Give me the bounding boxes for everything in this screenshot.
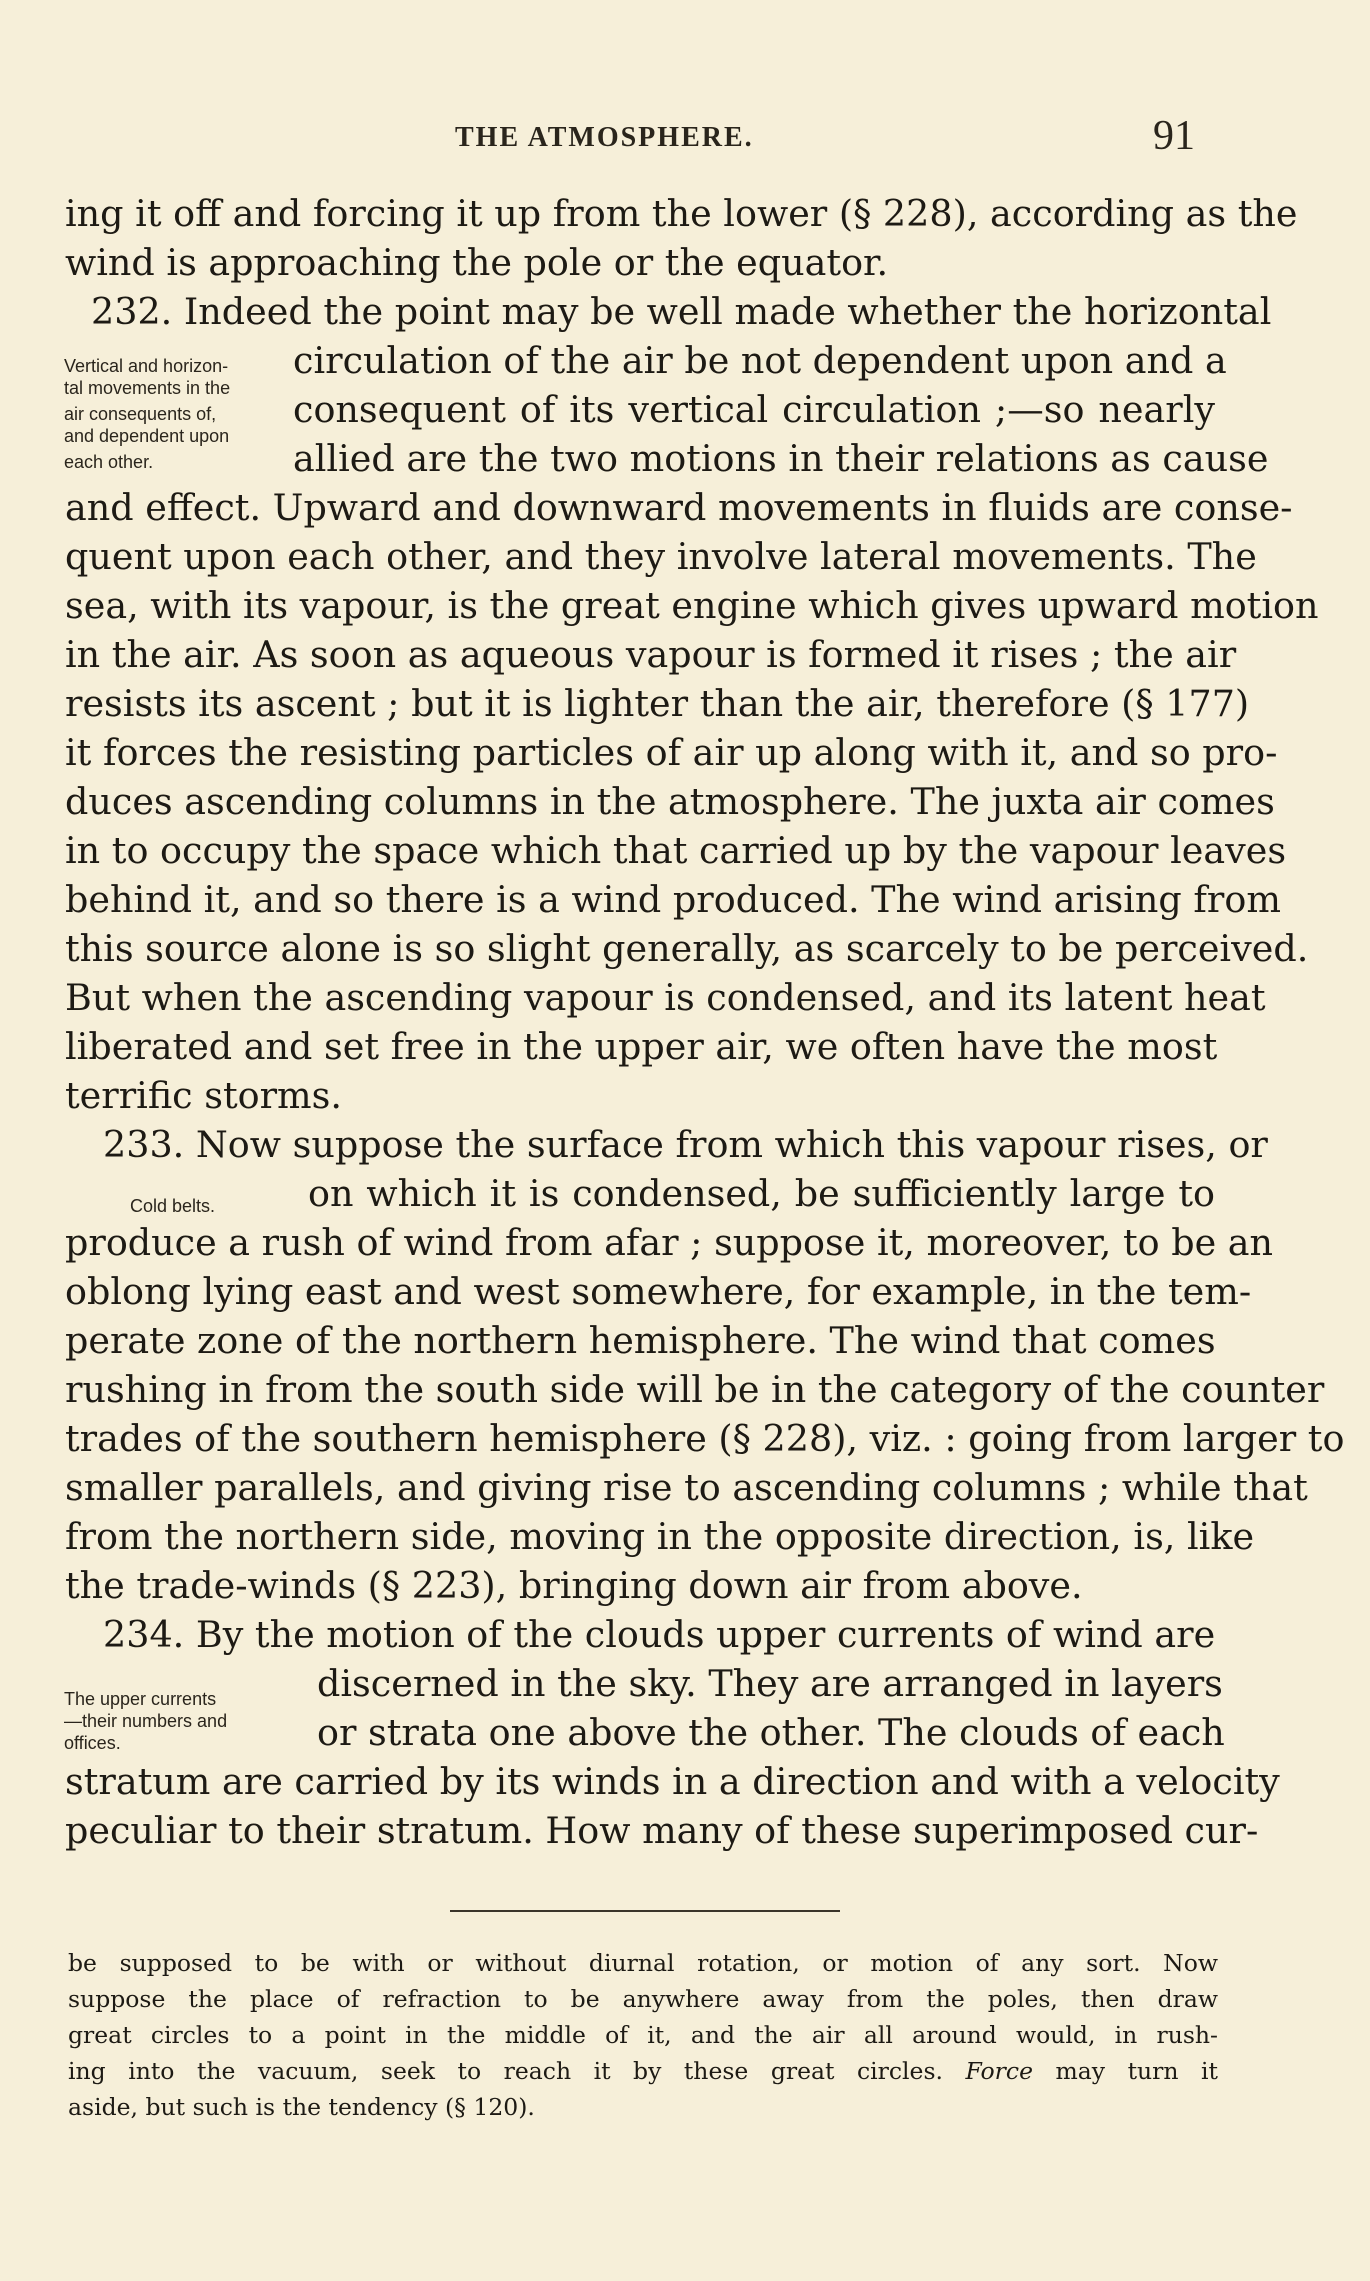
footnote-text: ing into the vacuum, seek to reach it by these great circles.: [68, 2057, 943, 2085]
text-line: or strata one above the other. The clouds of each: [317, 1711, 1225, 1754]
text-line: perate zone of the northern hemisphere. The wind that comes: [65, 1319, 1216, 1362]
sidenote-line: each other.: [64, 452, 154, 472]
text-line: on which it is condensed, be sufficiently large to: [308, 1172, 1215, 1215]
text-line: quent upon each other, and they involve lateral movements. The: [65, 535, 1257, 578]
text-line: 232. Indeed the point may be well made whether the horizontal: [91, 290, 1272, 333]
footnote-line: [68, 2053, 1218, 2089]
sidenote-line: and dependent upon: [64, 426, 230, 446]
text-line: consequent of its vertical circulation ;—so nearly: [293, 388, 1215, 431]
text-line: sea, with its vapour, is the great engine which gives upward motion: [65, 584, 1319, 627]
text-line: wind is approaching the pole or the equator.: [65, 241, 889, 284]
footnote-line: great circles to a point in the middle of it, and the air all around would, in rush-: [68, 2021, 1218, 2049]
text-line: in to occupy the space which that carried up by the vapour leaves: [65, 829, 1287, 872]
footnote-rule: [450, 1910, 840, 1912]
text-line: resists its ascent ; but it is lighter than the air, therefore (§ 177): [65, 682, 1250, 725]
sidenote-line: offices.: [64, 1733, 121, 1753]
sidenote-line: Cold belts.: [130, 1196, 216, 1216]
sidenote-line: tal movements in the: [64, 378, 231, 398]
page-number: 91: [1153, 113, 1195, 159]
text-line: trades of the southern hemisphere (§ 228), viz. : going from larger to: [65, 1417, 1345, 1460]
text-line: smaller parallels, and giving rise to ascending columns ; while that: [65, 1466, 1308, 1509]
text-line: behind it, and so there is a wind produced. The wind arising from: [65, 878, 1281, 921]
sidenote-cold-belts: [130, 1195, 215, 1217]
footnote-text: may turn it: [1033, 2057, 1218, 2085]
sidenote-upper-currents: [64, 1688, 227, 1754]
text-line: oblong lying east and west somewhere, for example, in the tem-: [65, 1270, 1252, 1313]
text-line: But when the ascending vapour is condensed, and its latent heat: [65, 976, 1266, 1019]
text-line: 233. Now suppose the surface from which this vapour rises, or: [103, 1123, 1268, 1166]
sidenote-line: —their numbers and: [64, 1711, 228, 1731]
footnote-italic: Force: [965, 2057, 1033, 2085]
sidenote-line: The upper currents: [64, 1689, 217, 1709]
text-line: allied are the two motions in their relations as cause: [293, 437, 1269, 480]
text-line: in the air. As soon as aqueous vapour is formed it rises ; the air: [65, 633, 1237, 676]
sidenote-line: Vertical and horizon-: [64, 356, 229, 376]
text-line: terrific storms.: [65, 1074, 342, 1117]
text-line: ing it off and forcing it up from the lower (§ 228), according as the: [65, 192, 1298, 235]
sidenote-line: air consequents of,: [64, 404, 217, 424]
text-line: peculiar to their stratum. How many of these superimposed cur-: [65, 1809, 1259, 1852]
text-line: from the northern side, moving in the opposite direction, is, like: [65, 1515, 1255, 1558]
text-line: stratum are carried by its winds in a direction and with a velocity: [65, 1760, 1280, 1803]
text-line: it forces the resisting particles of air up along with it, and so pro-: [65, 731, 1278, 774]
sidenote-vertical: [64, 355, 230, 473]
footnote-line: suppose the place of refraction to be anywhere away from the poles, then draw: [68, 1985, 1218, 2013]
text-line: liberated and set free in the upper air, we often have the most: [65, 1025, 1218, 1068]
text-line: duces ascending columns in the atmosphere. The juxta air comes: [65, 780, 1275, 823]
running-head: THE ATMOSPHERE.: [455, 122, 754, 153]
text-line: 234. By the motion of the clouds upper currents of wind are: [103, 1613, 1216, 1656]
text-line: rushing in from the south side will be in the category of the counter: [65, 1368, 1325, 1411]
page-header: [60, 112, 1195, 162]
text-line: discerned in the sky. They are arranged in layers: [317, 1662, 1223, 1705]
text-line: produce a rush of wind from afar ; suppose it, moreover, to be an: [65, 1221, 1274, 1264]
footnote-line: aside, but such is the tendency (§ 120).: [68, 2093, 535, 2121]
text-line: this source alone is so slight generally, as scarcely to be perceived.: [65, 927, 1309, 970]
text-line: and effect. Upward and downward movements in fluids are conse-: [65, 486, 1293, 529]
text-line: the trade-winds (§ 223), bringing down air from above.: [65, 1564, 1083, 1607]
text-line: circulation of the air be not dependent upon and a: [293, 339, 1227, 382]
footnote-line: be supposed to be with or without diurnal rotation, or motion of any sort. Now: [68, 1949, 1218, 1977]
